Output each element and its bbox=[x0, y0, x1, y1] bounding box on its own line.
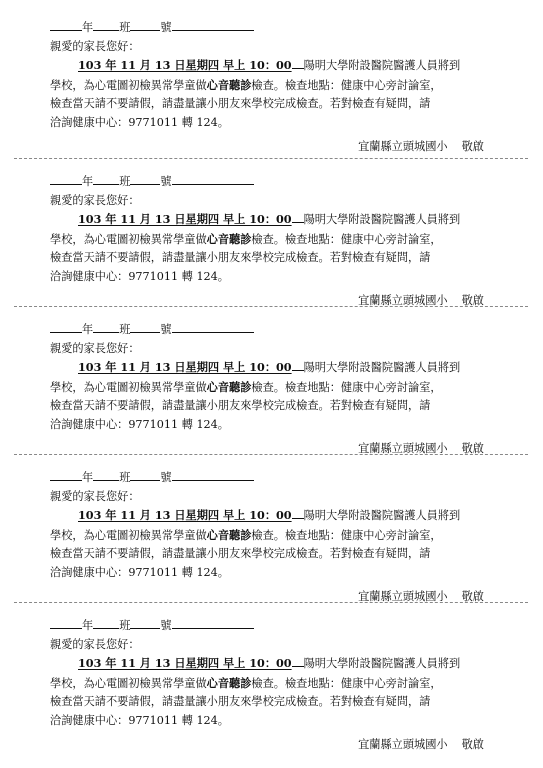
greeting: 親愛的家長您好： bbox=[50, 193, 140, 207]
signature bbox=[50, 292, 490, 311]
class-label: 班 bbox=[119, 21, 131, 34]
notice-slip bbox=[50, 616, 490, 754]
body-line-1-text: 陽明大學附設醫院醫護人員將到 bbox=[303, 361, 461, 375]
body-line-2-end: 檢查。檢查地點：健康中心旁討論室， bbox=[251, 676, 442, 690]
body-line-1 bbox=[50, 358, 490, 378]
body-line-2 bbox=[50, 526, 490, 546]
signature-school: 宜蘭縣立頭城國小 bbox=[358, 293, 448, 307]
name-blank bbox=[172, 320, 254, 333]
grade-blank bbox=[50, 172, 82, 185]
notice-slip bbox=[50, 172, 490, 310]
date-underline-tail bbox=[292, 210, 304, 223]
exam-type: 心音聽診 bbox=[206, 231, 252, 246]
number-blank bbox=[130, 616, 160, 629]
class-label: 班 bbox=[119, 175, 131, 188]
name-blank bbox=[172, 616, 254, 629]
body-line-4: 洽詢健康中心：9771011 轉 124。 bbox=[50, 115, 229, 129]
notice-slip bbox=[50, 18, 490, 156]
class-label: 班 bbox=[119, 323, 131, 336]
grade-blank bbox=[50, 468, 82, 481]
exam-type: 心音聽診 bbox=[206, 527, 252, 542]
exam-type: 心音聽診 bbox=[206, 675, 252, 690]
exam-type: 心音聽診 bbox=[206, 379, 252, 394]
signature-salute: 敬啟 bbox=[461, 139, 484, 153]
exam-date-time: 103 年 11 月 13 日星期四 早上 10：00 bbox=[78, 656, 292, 671]
body-line-2 bbox=[50, 76, 490, 96]
signature bbox=[50, 736, 490, 755]
body-line-4: 洽詢健康中心：9771011 轉 124。 bbox=[50, 417, 229, 431]
exam-date-time: 103 年 11 月 13 日星期四 早上 10：00 bbox=[78, 58, 292, 73]
class-blank bbox=[93, 616, 119, 629]
body-line-1-text: 陽明大學附設醫院醫護人員將到 bbox=[303, 59, 461, 73]
body-line-2-end: 檢查。檢查地點：健康中心旁討論室， bbox=[251, 528, 442, 542]
body-line-4: 洽詢健康中心：9771011 轉 124。 bbox=[50, 269, 229, 283]
signature-school: 宜蘭縣立頭城國小 bbox=[358, 139, 448, 153]
signature-school: 宜蘭縣立頭城國小 bbox=[358, 737, 448, 751]
grade-label: 年 bbox=[82, 471, 94, 484]
signature bbox=[50, 440, 490, 459]
student-info-line bbox=[50, 18, 490, 38]
body-line-2-end: 檢查。檢查地點：健康中心旁討論室， bbox=[251, 232, 442, 246]
class-blank bbox=[93, 468, 119, 481]
exam-type: 心音聽診 bbox=[206, 77, 252, 92]
greeting: 親愛的家長您好： bbox=[50, 637, 140, 651]
number-label: 號 bbox=[160, 21, 172, 34]
date-underline-tail bbox=[292, 506, 304, 519]
date-underline-tail bbox=[292, 358, 304, 371]
grade-blank bbox=[50, 616, 82, 629]
notice-slip bbox=[50, 468, 490, 606]
body-line-3: 檢查當天請不要請假，請盡量讓小朋友來學校完成檢查。若對檢查有疑問，請 bbox=[50, 547, 431, 561]
student-info-line bbox=[50, 172, 490, 192]
signature-school: 宜蘭縣立頭城國小 bbox=[358, 441, 448, 455]
body-line-1-text: 陽明大學附設醫院醫護人員將到 bbox=[303, 213, 461, 227]
signature bbox=[50, 138, 490, 157]
signature-salute: 敬啟 bbox=[461, 441, 484, 455]
class-blank bbox=[93, 320, 119, 333]
name-blank bbox=[172, 18, 254, 31]
body-line-2 bbox=[50, 230, 490, 250]
number-label: 號 bbox=[160, 619, 172, 632]
body-line-1 bbox=[50, 506, 490, 526]
body-line-2-start: 學校，為心電圖初檢異常學童做 bbox=[50, 380, 207, 394]
greeting: 親愛的家長您好： bbox=[50, 39, 140, 53]
notice-slip bbox=[50, 320, 490, 458]
grade-label: 年 bbox=[82, 21, 94, 34]
body-line-1-text: 陽明大學附設醫院醫護人員將到 bbox=[303, 657, 461, 671]
number-blank bbox=[130, 320, 160, 333]
cut-line bbox=[14, 602, 528, 603]
body-line-2-start: 學校，為心電圖初檢異常學童做 bbox=[50, 676, 207, 690]
greeting: 親愛的家長您好： bbox=[50, 341, 140, 355]
name-blank bbox=[172, 172, 254, 185]
exam-date-time: 103 年 11 月 13 日星期四 早上 10：00 bbox=[78, 360, 292, 375]
number-label: 號 bbox=[160, 175, 172, 188]
grade-label: 年 bbox=[82, 175, 94, 188]
body-line-4: 洽詢健康中心：9771011 轉 124。 bbox=[50, 565, 229, 579]
number-label: 號 bbox=[160, 471, 172, 484]
body-line-4: 洽詢健康中心：9771011 轉 124。 bbox=[50, 713, 229, 727]
signature-school: 宜蘭縣立頭城國小 bbox=[358, 589, 448, 603]
body-line-3: 檢查當天請不要請假，請盡量讓小朋友來學校完成檢查。若對檢查有疑問，請 bbox=[50, 251, 431, 265]
grade-label: 年 bbox=[82, 619, 94, 632]
body-line-3: 檢查當天請不要請假，請盡量讓小朋友來學校完成檢查。若對檢查有疑問，請 bbox=[50, 695, 431, 709]
signature bbox=[50, 588, 490, 607]
signature-salute: 敬啟 bbox=[461, 589, 484, 603]
number-label: 號 bbox=[160, 323, 172, 336]
signature-salute: 敬啟 bbox=[461, 737, 484, 751]
body-line-2-end: 檢查。檢查地點：健康中心旁討論室， bbox=[251, 380, 442, 394]
body-line-1-text: 陽明大學附設醫院醫護人員將到 bbox=[303, 509, 461, 523]
body-line-2-start: 學校，為心電圖初檢異常學童做 bbox=[50, 232, 207, 246]
body-line-3: 檢查當天請不要請假，請盡量讓小朋友來學校完成檢查。若對檢查有疑問，請 bbox=[50, 399, 431, 413]
grade-blank bbox=[50, 18, 82, 31]
body-line-1 bbox=[50, 210, 490, 230]
signature-salute: 敬啟 bbox=[461, 293, 484, 307]
cut-line bbox=[14, 306, 528, 307]
body-line-2-start: 學校，為心電圖初檢異常學童做 bbox=[50, 528, 207, 542]
grade-blank bbox=[50, 320, 82, 333]
date-underline-tail bbox=[292, 654, 304, 667]
greeting: 親愛的家長您好： bbox=[50, 489, 140, 503]
class-label: 班 bbox=[119, 619, 131, 632]
body-line-2-end: 檢查。檢查地點：健康中心旁討論室， bbox=[251, 78, 442, 92]
number-blank bbox=[130, 172, 160, 185]
student-info-line bbox=[50, 616, 490, 636]
body-line-1 bbox=[50, 56, 490, 76]
cut-line bbox=[14, 158, 528, 159]
grade-label: 年 bbox=[82, 323, 94, 336]
number-blank bbox=[130, 468, 160, 481]
body-line-3: 檢查當天請不要請假，請盡量讓小朋友來學校完成檢查。若對檢查有疑問，請 bbox=[50, 97, 431, 111]
class-blank bbox=[93, 18, 119, 31]
student-info-line bbox=[50, 320, 490, 340]
exam-date-time: 103 年 11 月 13 日星期四 早上 10：00 bbox=[78, 508, 292, 523]
cut-line bbox=[14, 454, 528, 455]
body-line-2 bbox=[50, 674, 490, 694]
class-blank bbox=[93, 172, 119, 185]
class-label: 班 bbox=[119, 471, 131, 484]
body-line-2 bbox=[50, 378, 490, 398]
name-blank bbox=[172, 468, 254, 481]
student-info-line bbox=[50, 468, 490, 488]
body-line-1 bbox=[50, 654, 490, 674]
date-underline-tail bbox=[292, 56, 304, 69]
body-line-2-start: 學校，為心電圖初檢異常學童做 bbox=[50, 78, 207, 92]
number-blank bbox=[130, 18, 160, 31]
exam-date-time: 103 年 11 月 13 日星期四 早上 10：00 bbox=[78, 212, 292, 227]
